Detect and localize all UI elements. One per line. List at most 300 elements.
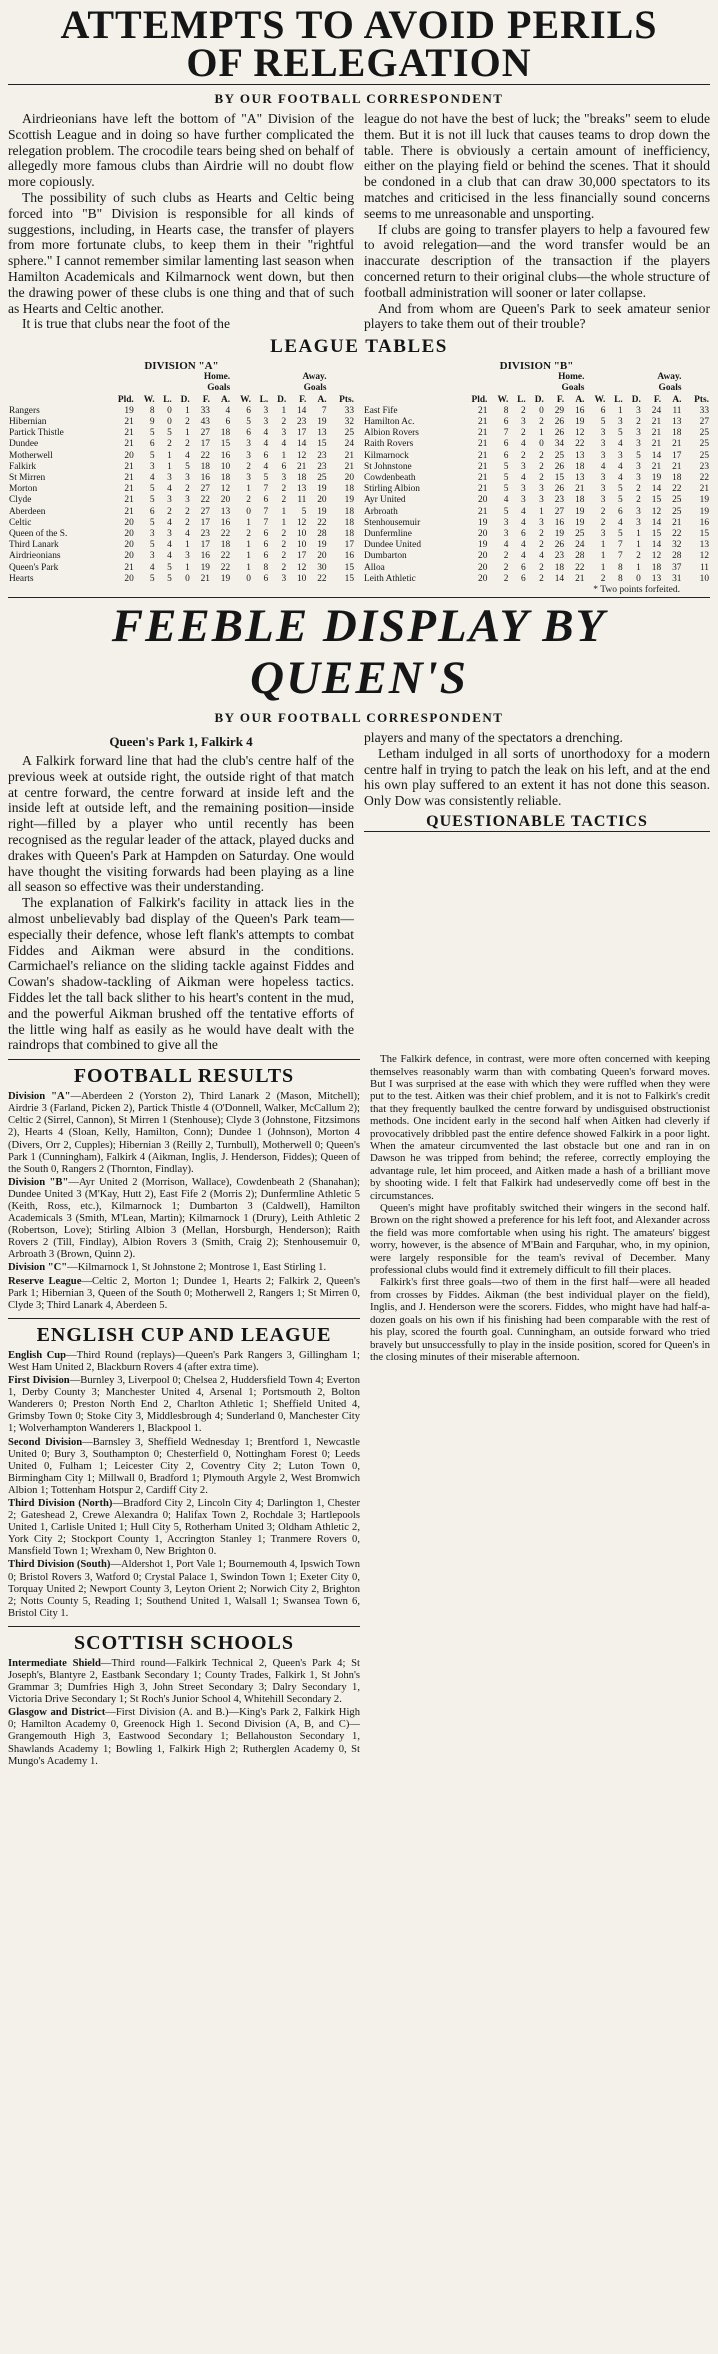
stat-cell: 21 (478, 428, 488, 439)
stat-cell: 0 (246, 573, 251, 584)
stat-cell: 22 (699, 472, 709, 483)
stat-cell: 5 (149, 517, 155, 528)
stat-cell: 13 (220, 506, 231, 517)
stat-cell: 21 (651, 439, 662, 450)
stat-cell: 27 (200, 428, 210, 439)
stat-cell: 5 (149, 428, 155, 439)
stat-cell: 2 (281, 484, 287, 495)
stat-cell: 18 (651, 562, 662, 573)
stat-cell: 1 (185, 540, 190, 551)
stat-cell: 18 (344, 484, 354, 495)
stat-cell: 25 (317, 472, 327, 483)
team-name-cell: Dumbarton (364, 551, 407, 562)
stat-cell: 18 (344, 517, 354, 528)
stat-cell: 24 (344, 439, 354, 450)
stat-cell: 19 (124, 405, 134, 416)
stat-cell: 3 (281, 428, 287, 439)
stat-cell: 14 (651, 484, 662, 495)
stat-cell: 10 (296, 573, 307, 584)
stat-cell: 8 (263, 562, 269, 573)
stat-cell: 12 (699, 551, 709, 562)
result-label: Intermediate Shield (8, 1657, 101, 1669)
stat-cell: 21 (651, 416, 662, 427)
stat-cell: 21 (575, 484, 585, 495)
result-entry (8, 1276, 360, 1312)
stat-cell: 3 (263, 405, 269, 416)
table-row (363, 518, 710, 529)
team-name-cell: Celtic (9, 517, 32, 528)
stat-cell: 19 (575, 416, 585, 427)
stat-cell: 3 (539, 495, 544, 506)
division-b-table-block (363, 360, 710, 595)
stat-cell: 3 (636, 461, 641, 472)
column-header: A. (672, 394, 682, 405)
stat-cell: 5 (149, 484, 155, 495)
stat-cell: 5 (618, 529, 623, 539)
stat-cell: 3 (281, 573, 287, 584)
stat-cell: 20 (220, 495, 231, 506)
stat-cell: 4 (520, 540, 526, 551)
stat-cell: 14 (296, 439, 307, 450)
column-header: A. (317, 394, 327, 405)
result-label: Division "A" (8, 1091, 71, 1103)
stat-cell: 3 (618, 450, 623, 461)
stat-cell: 21 (651, 461, 662, 472)
stat-cell: 21 (344, 450, 354, 461)
team-name-cell: Kilmarnock (364, 450, 409, 461)
blank-cell (328, 383, 355, 394)
stat-cell: 6 (503, 450, 509, 461)
stat-cell: 21 (672, 517, 682, 528)
stat-cell: 5 (149, 540, 155, 551)
paragraph: A Falkirk forward line that had the club's centre half of the previous week at outside right, the outside right of that match at centre forward, the centre forward at inside left and the inside left at outside left, and the remaining position—inside right—filled by a player who until recently has been recognised as the regular leader of the attack, played ducks and drakes with Queen's Park at Hampden on Saturday. One would have thought the visiting forwards had been playing as a line all season so effective was their understanding. (8, 753, 354, 895)
stat-cell: 20 (317, 495, 327, 506)
column-header: W. (497, 394, 509, 405)
table-goals-header-row (8, 383, 355, 394)
stat-cell: 3 (149, 551, 155, 562)
stat-cell: 21 (478, 472, 488, 483)
english-results (8, 1350, 360, 1620)
stat-cell: 26 (554, 461, 565, 472)
article-column-right (364, 730, 710, 836)
stat-cell: 7 (618, 540, 623, 551)
stat-cell: 18 (296, 472, 307, 483)
table-row (363, 451, 710, 462)
stat-cell: 25 (554, 450, 565, 461)
stat-cell: 5 (600, 416, 606, 427)
stat-cell: 0 (185, 573, 190, 584)
stat-cell: 21 (699, 484, 709, 495)
table-row (8, 484, 355, 495)
stat-cell: 3 (263, 416, 269, 427)
stat-cell: 8 (503, 405, 509, 416)
stat-cell: 18 (575, 461, 585, 472)
stat-cell: 3 (636, 405, 641, 416)
english-results-heading: ENGLISH CUP AND LEAGUE (8, 1318, 360, 1347)
stat-cell: 19 (317, 506, 327, 517)
stat-cell: 10 (296, 529, 307, 539)
stat-cell: 5 (503, 461, 509, 472)
table-row (8, 529, 355, 540)
team-name-cell: Airdrieonians (9, 551, 61, 562)
stat-cell: 21 (478, 405, 488, 416)
table-footnote: * Two points forfeited. (593, 585, 680, 596)
stat-cell: 5 (263, 472, 269, 483)
column-header: F. (556, 394, 565, 405)
stat-cell: 13 (575, 450, 585, 461)
stat-cell: 17 (296, 428, 307, 439)
stat-cell: 2 (636, 416, 641, 427)
stat-cell: 20 (478, 573, 488, 584)
stat-cell: 4 (167, 517, 172, 528)
team-name-cell: Raith Rovers (364, 439, 414, 450)
stat-cell: 4 (185, 450, 190, 461)
stat-cell: 21 (478, 461, 488, 472)
stat-cell: 3 (185, 551, 190, 562)
stat-cell: 6 (246, 428, 251, 439)
stat-cell: 33 (699, 405, 709, 416)
stat-cell: 22 (672, 529, 682, 539)
table-row (363, 540, 710, 551)
goals-label: Goals (561, 383, 585, 394)
result-entry (8, 1091, 360, 1176)
stat-cell: 27 (200, 506, 210, 517)
stat-cell: 21 (478, 416, 488, 427)
result-label: English Cup (8, 1349, 67, 1361)
stat-cell: 5 (246, 416, 251, 427)
result-entry (8, 1375, 360, 1435)
stat-cell: 16 (220, 517, 231, 528)
stat-cell: 6 (263, 573, 269, 584)
stat-cell: 12 (651, 506, 662, 517)
stat-cell: 3 (503, 517, 509, 528)
column-header: Pts. (339, 394, 354, 405)
league-tables (8, 336, 710, 595)
stat-cell: 1 (600, 540, 606, 551)
article-column-left (8, 111, 354, 332)
result-text: —Celtic 2, Morton 1; Dundee 1, Hearts 2; Falkirk 2, Queen's Park 1; Hibernian 3, Queen of the South 0; Motherwell 2, Rangers 1; St Mirren 0, Clyde 3; Third Lanark 4, Aberdeen 5. (8, 1275, 360, 1311)
stat-cell: 1 (246, 540, 251, 551)
stat-cell: 3 (600, 495, 606, 506)
stat-cell: 6 (225, 416, 231, 427)
stat-cell: 2 (503, 562, 509, 573)
column-header: L. (517, 394, 526, 405)
stat-cell: 19 (478, 540, 488, 551)
stat-cell: 2 (246, 529, 251, 539)
stat-cell: 3 (149, 461, 155, 472)
stat-cell: 2 (281, 540, 287, 551)
stat-cell: 16 (200, 551, 210, 562)
stat-cell: 6 (263, 450, 269, 461)
stat-cell: 4 (185, 529, 190, 539)
byline: BY OUR FOOTBALL CORRESPONDENT (214, 91, 504, 106)
stat-cell: 13 (296, 484, 307, 495)
stat-cell: 21 (344, 461, 354, 472)
stat-cell: 14 (296, 405, 307, 416)
table-row (363, 473, 710, 484)
stat-cell: 21 (124, 506, 134, 517)
stat-cell: 19 (200, 562, 210, 573)
stat-cell: 16 (575, 405, 585, 416)
football-results-heading: FOOTBALL RESULTS (8, 1059, 360, 1088)
stat-cell: 0 (167, 416, 172, 427)
table-row (363, 551, 710, 562)
stat-cell: 2 (600, 506, 606, 517)
stat-cell: 20 (124, 573, 134, 584)
stat-cell: 4 (167, 540, 172, 551)
result-label: Second Division (8, 1436, 83, 1448)
table-row (363, 529, 710, 540)
stat-cell: 22 (317, 517, 327, 528)
stat-cell: 30 (317, 562, 327, 573)
stat-cell: 20 (124, 551, 134, 562)
stat-cell: 4 (618, 472, 623, 483)
stat-cell: 5 (636, 450, 641, 461)
team-name-cell: St Mirren (9, 472, 46, 483)
column-header: F. (653, 394, 662, 405)
table-row (8, 574, 355, 585)
stat-cell: 23 (554, 495, 565, 506)
stat-cell: 19 (317, 416, 327, 427)
paragraph: Letham indulged in all sorts of unorthodoxy for a modern centre half in trying to patch the leak on his left, and at the end his own play suffered to an extent it has not done this season. Only Dow was consistently reliable. (364, 745, 710, 809)
team-name-cell: St Johnstone (364, 461, 412, 472)
stat-cell: 25 (344, 428, 354, 439)
stat-cell: 20 (124, 517, 134, 528)
goals-label: Goals (303, 383, 327, 394)
result-text: —Burnley 3, Liverpool 0; Chelsea 2, Huddersfield Town 4; Everton 1, Derby County 3; Manchester United 4, Arsenal 1; Portsmouth 2, Bolton Wanderers 0; Preston North End 2, Charlton Athletic 1; Sheffield United 4, Grimsby Town 0; Stoke City 3, Middlesbrough 4; Sunderland 0, Manchester City 1; Wolverhampton Wanderers 1, Blackpool 1. (8, 1375, 360, 1435)
table-row (8, 507, 355, 518)
stat-cell: 1 (281, 405, 287, 416)
result-text: —Aberdeen 2 (Yorston 2), Third Lanark 2 (Mason, Mitchell); Airdrie 3 (Farland, Picken 2), Partick Thistle 4 (O'Donnell, Walker, McCallum 2); Celtic 2 (Sirrel, Cannon), St Mirren 1 (Stenhouse); Clyde 3 (Johnstone, Fitzsimons 2), Hearts 4 (Sloan, Kelly, Hamilton, Conn); Dundee 1 (Johnson), Morton 4 (Divers, Orr 2, Cupples); Hibernian 3 (Reilly 2, Turnbull), Motherwell 0; Queen's Park 1 (Cunningham), Falkirk 4 (Aikman, Inglis, J. Henderson, Fiddes); Queen of the South 0, Rangers 2 (Thornton, Findlay). (8, 1091, 360, 1175)
result-entry (8, 1559, 360, 1619)
blank-cell (682, 383, 710, 394)
stat-cell: 14 (554, 573, 565, 584)
stat-cell: 1 (618, 405, 623, 416)
stat-cell: 19 (478, 517, 488, 528)
stat-cell: 26 (554, 428, 565, 439)
column-header: F. (299, 394, 307, 405)
article-column-left (8, 730, 354, 1053)
stat-cell: 19 (699, 495, 709, 506)
blank-cell (231, 383, 287, 394)
stat-cell: 4 (149, 562, 155, 573)
stat-cell: 4 (263, 439, 269, 450)
schools-results (8, 1658, 360, 1768)
stat-cell: 3 (520, 484, 526, 495)
team-name-cell: Hibernian (9, 416, 47, 427)
stat-cell: 21 (124, 484, 134, 495)
stat-cell: 3 (246, 439, 251, 450)
stat-cell: 21 (200, 573, 210, 584)
stat-cell: 20 (478, 529, 488, 539)
division-a-table (8, 372, 355, 585)
stat-cell: 4 (600, 461, 606, 472)
result-entry (8, 1262, 360, 1274)
stat-cell: 23 (200, 529, 210, 539)
paragraph: And from whom are Queen's Park to seek amateur senior players to take them out of their trouble? (364, 300, 710, 332)
blank-cell (585, 383, 641, 394)
stat-cell: 21 (672, 439, 682, 450)
table-row (8, 439, 355, 450)
stat-cell: 18 (554, 562, 565, 573)
stat-cell: 28 (575, 551, 585, 562)
stat-cell: 4 (520, 551, 526, 562)
stat-cell: 23 (699, 461, 709, 472)
column-header: L. (614, 394, 623, 405)
result-text: —Bradford City 2, Lincoln City 4; Darlington 1, Chester 2; Gateshead 2, Crewe Alexandra 0; Halifax Town 2, Rochdale 3; Hartlepools United 1, Carlisle United 1; Hull City 5, Rotherham United 3; Oldham Athletic 2, York City 2; Stockport County 1, Accrington Stanley 1; Tranmere Rovers 0, Mansfield Town 1; Wrexham 0, New Brighton 0. (8, 1497, 360, 1558)
stat-cell: 0 (167, 405, 172, 416)
stat-cell: 4 (618, 439, 623, 450)
table-row (363, 484, 710, 495)
stat-cell: 15 (651, 529, 662, 539)
column-header: Pts. (694, 394, 709, 405)
stat-cell: 15 (344, 573, 354, 584)
stat-cell: 20 (124, 540, 134, 551)
table-row (8, 417, 355, 428)
stat-cell: 20 (478, 551, 488, 562)
stat-cell: 11 (699, 562, 709, 573)
column-header: D. (277, 394, 287, 405)
paragraph: Falkirk's first three goals—two of them in the first half—were all headed from crosses by Fiddes. Aikman (the best individual player on the field), Inglis, and J. Henderson were the scorers. Fiddes, who might have had half-a-dozen goals on his own if his finishing had been comparable with the rest of his play, scored the fourth goal. Cunningham, an outside forward who tried bravely but unsuccessfully to play in the inside position, scored for Queen's in the closing minutes of their miserable afternoon. (370, 1276, 710, 1363)
stat-cell: 27 (200, 484, 210, 495)
stat-cell: 2 (185, 484, 190, 495)
blank-cell (8, 395, 106, 406)
stat-cell: 25 (672, 495, 682, 506)
table-row (363, 462, 710, 473)
stat-cell: 17 (200, 517, 210, 528)
team-name-cell: Partick Thistle (9, 428, 64, 439)
stat-cell: 1 (185, 428, 190, 439)
stat-cell: 6 (263, 540, 269, 551)
stat-cell: 13 (651, 573, 662, 584)
stat-cell: 3 (167, 529, 172, 539)
stat-cell: 6 (520, 573, 526, 584)
stat-cell: 22 (575, 562, 585, 573)
stat-cell: 3 (636, 472, 641, 483)
stat-cell: 10 (296, 540, 307, 551)
stat-cell: 18 (220, 428, 231, 439)
result-label: Reserve League (8, 1275, 82, 1287)
stat-cell: 6 (520, 529, 526, 539)
stat-cell: 22 (220, 562, 231, 573)
blank-cell (682, 372, 710, 383)
stat-cell: 3 (600, 428, 606, 439)
stat-cell: 5 (149, 573, 155, 584)
blank-cell (363, 395, 459, 406)
result-entry (8, 1350, 360, 1374)
stat-cell: 21 (478, 439, 488, 450)
team-name-cell: Stenhousemuir (364, 517, 421, 528)
stat-cell: 6 (520, 562, 526, 573)
table-row (8, 551, 355, 562)
stat-cell: 12 (651, 551, 662, 562)
stat-cell: 1 (246, 484, 251, 495)
team-name-cell: Rangers (9, 405, 40, 416)
stat-cell: 18 (200, 461, 210, 472)
stat-cell: 27 (554, 506, 565, 517)
table-row (363, 428, 710, 439)
column-header: D. (631, 394, 641, 405)
table-column-header-row (363, 395, 710, 406)
stat-cell: 6 (263, 529, 269, 539)
article-continuation (370, 1053, 710, 1769)
stat-cell: 29 (554, 405, 565, 416)
stat-cell: 3 (636, 506, 641, 517)
paragraph: league do not have the best of luck; the "breaks" seem to elude them. But it is not ill luck that causes teams to drop down the table. There is obviously a certain amount of inefficiency, either on the playing field or behind the scenes. That it should be condoned in a club that can draw 30,000 spectators to its matches and criticised in the less financially sound concerns seems to me unreasonable and unsporting. (364, 111, 710, 221)
stat-cell: 3 (503, 529, 509, 539)
stat-cell: 21 (124, 416, 134, 427)
stat-cell: 1 (636, 540, 641, 551)
stat-cell: 18 (344, 529, 354, 539)
team-name-cell: Hamilton Ac. (364, 416, 415, 427)
result-entry (8, 1498, 360, 1558)
table-row (8, 462, 355, 473)
stat-cell: 5 (618, 484, 623, 495)
stat-cell: 2 (246, 495, 251, 506)
article-column-right (364, 111, 710, 332)
stat-cell: 2 (281, 551, 287, 562)
division-a-caption: DIVISION "A" (144, 360, 219, 373)
stat-cell: 1 (167, 461, 172, 472)
column-header: W. (240, 394, 251, 405)
stat-cell: 3 (636, 428, 641, 439)
stat-cell: 22 (672, 484, 682, 495)
stat-cell: 3 (600, 439, 606, 450)
stat-cell: 4 (520, 517, 526, 528)
blank-cell (328, 372, 355, 383)
stat-cell: 33 (200, 405, 210, 416)
stat-cell: 0 (539, 439, 544, 450)
stat-cell: 7 (263, 506, 269, 517)
paragraph: players and many of the spectators a drenching. (364, 730, 623, 746)
stat-cell: 20 (124, 529, 134, 539)
stat-cell: 18 (672, 428, 682, 439)
stat-cell: 8 (149, 405, 155, 416)
stat-cell: 1 (281, 506, 287, 517)
stat-cell: 4 (618, 461, 623, 472)
stat-cell: 6 (503, 416, 509, 427)
stat-cell: 2 (539, 562, 544, 573)
stat-cell: 18 (672, 472, 682, 483)
result-text: —Aldershot 1, Port Vale 1; Bournemouth 4, Ipswich Town 0; Bristol Rovers 3, Watford 0; Crystal Palace 1, Swindon Town 1; Exeter City 0, Torquay United 2; Newport County 3, Leyton Orient 2; Norwich City 2, Brighton 2; Notts County 5, Reading 1; Southend United 1, Walsall 1; Swansea Town 6, Bristol City 1. (8, 1559, 361, 1619)
blank-cell (363, 383, 545, 394)
stat-cell: 8 (618, 573, 623, 584)
stat-cell: 1 (281, 517, 287, 528)
result-entry (8, 1177, 360, 1262)
stat-cell: 22 (317, 573, 327, 584)
table-row (8, 540, 355, 551)
stat-cell: 6 (149, 506, 155, 517)
stat-cell: 3 (618, 416, 623, 427)
result-label: First Division (8, 1375, 70, 1387)
stat-cell: 21 (124, 461, 134, 472)
stat-cell: 10 (220, 461, 231, 472)
stat-cell: 3 (246, 472, 251, 483)
headline-relegation-line2: OF RELEGATION (186, 40, 532, 85)
stat-cell: 19 (651, 472, 662, 483)
stat-cell: 4 (618, 517, 623, 528)
stat-cell: 19 (220, 573, 231, 584)
stat-cell: 6 (263, 551, 269, 562)
stat-cell: 23 (296, 416, 307, 427)
team-name-cell: Albion Rovers (364, 428, 419, 439)
team-name-cell: Ayr United (364, 495, 406, 506)
stat-cell: 28 (672, 551, 682, 562)
stat-cell: 2 (520, 428, 526, 439)
stat-cell: 15 (317, 439, 327, 450)
stat-cell: 21 (672, 461, 682, 472)
stat-cell: 2 (503, 573, 509, 584)
